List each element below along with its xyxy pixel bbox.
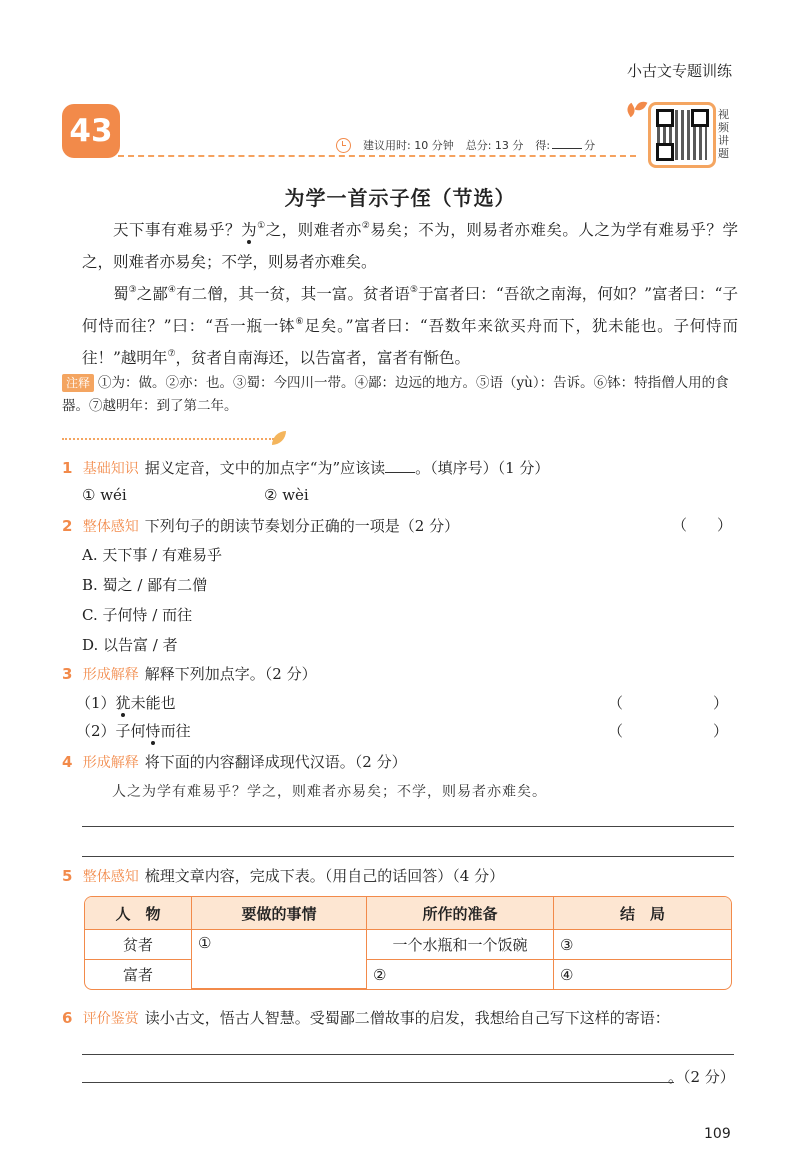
header-dashed-divider (118, 155, 636, 157)
question-2: 2 整体感知 下列句子的朗读节奏划分正确的一项是（2 分） (62, 517, 460, 535)
dotted-char: 为 (241, 221, 258, 239)
summary-table (84, 896, 732, 990)
q2-option-b[interactable]: B. 蜀之 / 鄙有二僧 (82, 576, 208, 594)
q3-answer-paren-1[interactable]: （ ） (608, 694, 729, 712)
table-header: 要做的事情 (192, 897, 367, 930)
lesson-number-badge: 43 (62, 104, 120, 158)
answer-line[interactable] (82, 856, 734, 857)
question-1: 1 基础知识 据义定音，文中的加点字“为”应该读 。（填序号）（1 分） (62, 459, 550, 477)
answer-blank[interactable] (385, 472, 415, 473)
question-5: 5 整体感知 梳理文章内容，完成下表。（用自己的话回答）（4 分） (62, 867, 505, 885)
task-cell[interactable]: ① (192, 930, 367, 989)
q3-item-1: （1）犹未能也 (76, 694, 176, 712)
answer-line[interactable] (82, 826, 734, 827)
q6-score: 。（2 分） (668, 1068, 735, 1086)
answer-line[interactable] (82, 1054, 734, 1055)
notes-tag: 注释 (62, 374, 94, 392)
leaf-icon (272, 431, 286, 445)
series-title: 小古文专题训练 (626, 62, 732, 80)
prep-cell: 一个水瓶和一个饭碗 (367, 930, 554, 960)
answer-line[interactable] (82, 1082, 674, 1083)
q3-answer-paren-2[interactable]: （ ） (608, 722, 729, 740)
prep-cell[interactable]: ② (367, 960, 554, 989)
person-cell: 富者 (85, 960, 192, 989)
suggested-time: 建议用时: 10 分钟 (363, 139, 454, 152)
q3-item-2: （2）子何恃而往 (76, 722, 191, 740)
dotted-char: 犹 (115, 694, 131, 712)
table-header: 结 局 (554, 897, 731, 930)
q2-option-a[interactable]: A. 天下事 / 有难易乎 (82, 546, 222, 564)
notes (62, 372, 738, 418)
table-header: 所作的准备 (367, 897, 554, 930)
q1-option-2[interactable]: ② wèi (264, 486, 309, 504)
table-row (85, 930, 731, 960)
lesson-info (336, 137, 595, 153)
passage-title: 为学一首示子侄（节选） (284, 186, 516, 210)
leaf-icon (635, 99, 648, 113)
video-explain-label[interactable]: 视 频 讲 题 (718, 108, 729, 160)
person-cell: 贫者 (85, 930, 192, 960)
result-cell[interactable]: ③ (554, 930, 731, 960)
score-got: 得: 分 (535, 139, 596, 152)
q2-option-d[interactable]: D. 以告富 / 者 (82, 636, 178, 654)
score-blank[interactable] (552, 148, 582, 149)
table-header: 人 物 (85, 897, 192, 930)
passage-paragraph-1: 天下事有难易乎？为①之，则难者亦②易矣；不为，则易者亦难矣。人之为学有难易乎？学之，则难者亦易矣；不学，则易者亦难矣。 (82, 221, 738, 271)
page-number: 109 (704, 1126, 731, 1142)
q1-option-1[interactable]: ① wéi (82, 486, 127, 504)
question-4: 4 形成解释 将下面的内容翻译成现代汉语。（2 分） (62, 753, 407, 771)
total-score: 总分: 13 分 (465, 139, 524, 152)
q2-option-c[interactable]: C. 子何恃 / 而往 (82, 606, 193, 624)
passage-paragraph-2: 蜀③之鄙④有二僧，其一贫，其一富。贫者语⑤于富者曰：“吾欲之南海，何如？”富者曰：“子何恃而往？”曰：“吾一瓶一钵⑥足矣。”富者曰：“吾数年来欲买舟而下，犹未能也。子何恃而往！”越明年⑦，贫者自南海还，以告富者，富者有惭色。 (82, 285, 738, 367)
q2-answer-paren[interactable]: （ ） (672, 516, 733, 534)
notes-text: ①为：做。②亦：也。③蜀：今四川一带。④鄙：边远的地方。⑤语（yù）：告诉。⑥钵：特指僧人用的食器。⑦越明年：到了第二年。 (62, 375, 729, 414)
qr-code-icon[interactable] (648, 102, 716, 168)
section-dotted-divider (62, 438, 274, 440)
question-6: 6 评价鉴赏 读小古文，悟古人智慧。受蜀鄙二僧故事的启发，我想给自己写下这样的寄语： (62, 1009, 670, 1027)
dotted-char: 恃 (145, 722, 161, 740)
clock-icon (336, 138, 351, 153)
table-row (85, 960, 731, 989)
question-3: 3 形成解释 解释下列加点字。（2 分） (62, 665, 317, 683)
q4-sentence: 人之为学有难易乎？学之，则难者亦易矣；不学，则易者亦难矣。 (112, 784, 547, 800)
result-cell[interactable]: ④ (560, 965, 574, 984)
